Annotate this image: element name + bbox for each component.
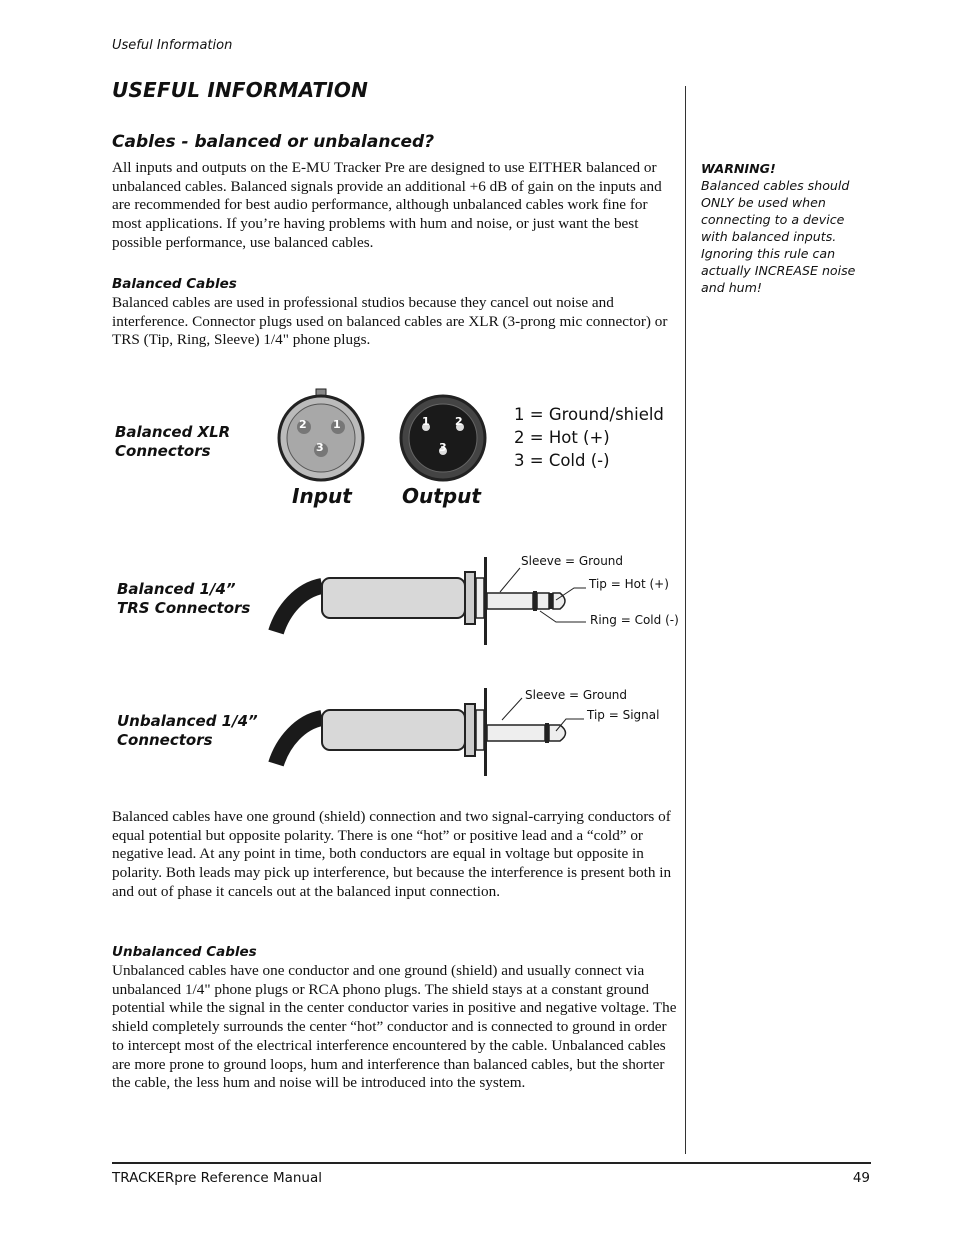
xlr-label (115, 423, 230, 461)
xlr-output-pin-1: 1 (422, 415, 430, 428)
ts-label-line2: Connectors (117, 731, 213, 749)
pin-legend-1: 1 = Ground/shield (514, 405, 664, 424)
xlr-input-label: Input (292, 484, 352, 508)
footer-divider (112, 1162, 871, 1164)
xlr-output-pin-3: 3 (439, 441, 447, 454)
balanced-explanation-paragraph: Balanced cables have one ground (shield) connection and two signal-carrying conductors of equal potential but opposite polarity. There is one “hot” or positive lead and a “cold” or negative lead. At any point in time, both conductors are equal in voltage but opposite in polarity. Both leads may pick up interference, but because the interference is present both in and out of phase it cancels out at the balanced input connection. (112, 808, 672, 900)
page-title: USEFUL INFORMATION (112, 78, 369, 102)
balanced-cables-heading: Balanced Cables (112, 276, 237, 292)
xlr-input-pin-1: 1 (333, 418, 341, 431)
trs-label (117, 580, 250, 618)
section-title: Cables - balanced or unbalanced? (112, 132, 435, 152)
trs-tip-label: Tip = Hot (+) (589, 577, 669, 591)
xlr-output-pin-2: 2 (455, 415, 463, 428)
trs-plug (276, 557, 586, 645)
xlr-output-connector (401, 396, 485, 480)
xlr-label-line2: Connectors (115, 442, 211, 460)
trs-ring-label: Ring = Cold (-) (590, 613, 679, 627)
unbalanced-cables-heading: Unbalanced Cables (112, 944, 257, 960)
balanced-cables-paragraph: Balanced cables are used in professional studios because they cancel out noise and interference. Connector plugs used on balanced cables are XLR (3-prong mic connector) or TRS (Tip, Ring, Sleeve) 1/4" phone plugs. (112, 294, 668, 349)
ts-sleeve-label: Sleeve = Ground (525, 688, 628, 702)
trs-label-line2: TRS Connectors (117, 599, 251, 617)
intro-paragraph: All inputs and outputs on the E-MU Tracker Pre are designed to use EITHER balanced or unbalanced cables. Balanced signals provide an additional +6 dB of gain on the inputs and are recommended for best audio performance, although unbalanced cables work fine for most applications. If you’re having problems with hum and noise, or just want the best possible performance, use balanced cables. (112, 159, 662, 251)
unbalanced-cables-paragraph: Unbalanced cables have one conductor and one ground (shield) and usually connect via unbalanced 1/4" phone plugs or RCA phono plugs. The shield stays at a constant ground potential while the signal in the center conductor varies in positive and negative voltage. The shield completely surrounds the center “hot” conductor and is connected to ground in order to intercept most of the electrical interference encountered by the cable. Unbalanced cables are more prone to ground loops, hum and interference than balanced cables, but the shorter the cable, the less hum and noise will be introduced into the system. (112, 962, 677, 1092)
warning-text: Balanced cables should ONLY be used when connecting to a device with balanced inputs. Ignoring this rule can actually INCREASE noise and hum! (701, 178, 856, 295)
ts-label-line1: Unbalanced 1/4” (117, 712, 258, 730)
pin-legend-2: 2 = Hot (+) (514, 428, 610, 447)
warning-title: WARNING! (701, 161, 776, 176)
ts-tip-label: Tip = Signal (587, 708, 660, 722)
pin-legend-3: 3 = Cold (-) (514, 451, 610, 470)
page-number: 49 (852, 1170, 870, 1186)
xlr-output-label: Output (402, 484, 481, 508)
xlr-label-line1: Balanced XLR (115, 423, 231, 441)
footer-manual-title: TRACKERpre Reference Manual (112, 1170, 323, 1186)
xlr-input-pin-2: 2 (299, 418, 307, 431)
sidebar-divider (685, 86, 686, 1154)
xlr-input-connector (279, 389, 363, 480)
xlr-input-pin-3: 3 (316, 441, 324, 454)
warning-note (701, 160, 873, 296)
running-head: Useful Information (112, 38, 233, 53)
trs-label-line1: Balanced 1/4” (117, 580, 236, 598)
trs-sleeve-label: Sleeve = Ground (521, 554, 624, 568)
ts-label (117, 712, 258, 750)
